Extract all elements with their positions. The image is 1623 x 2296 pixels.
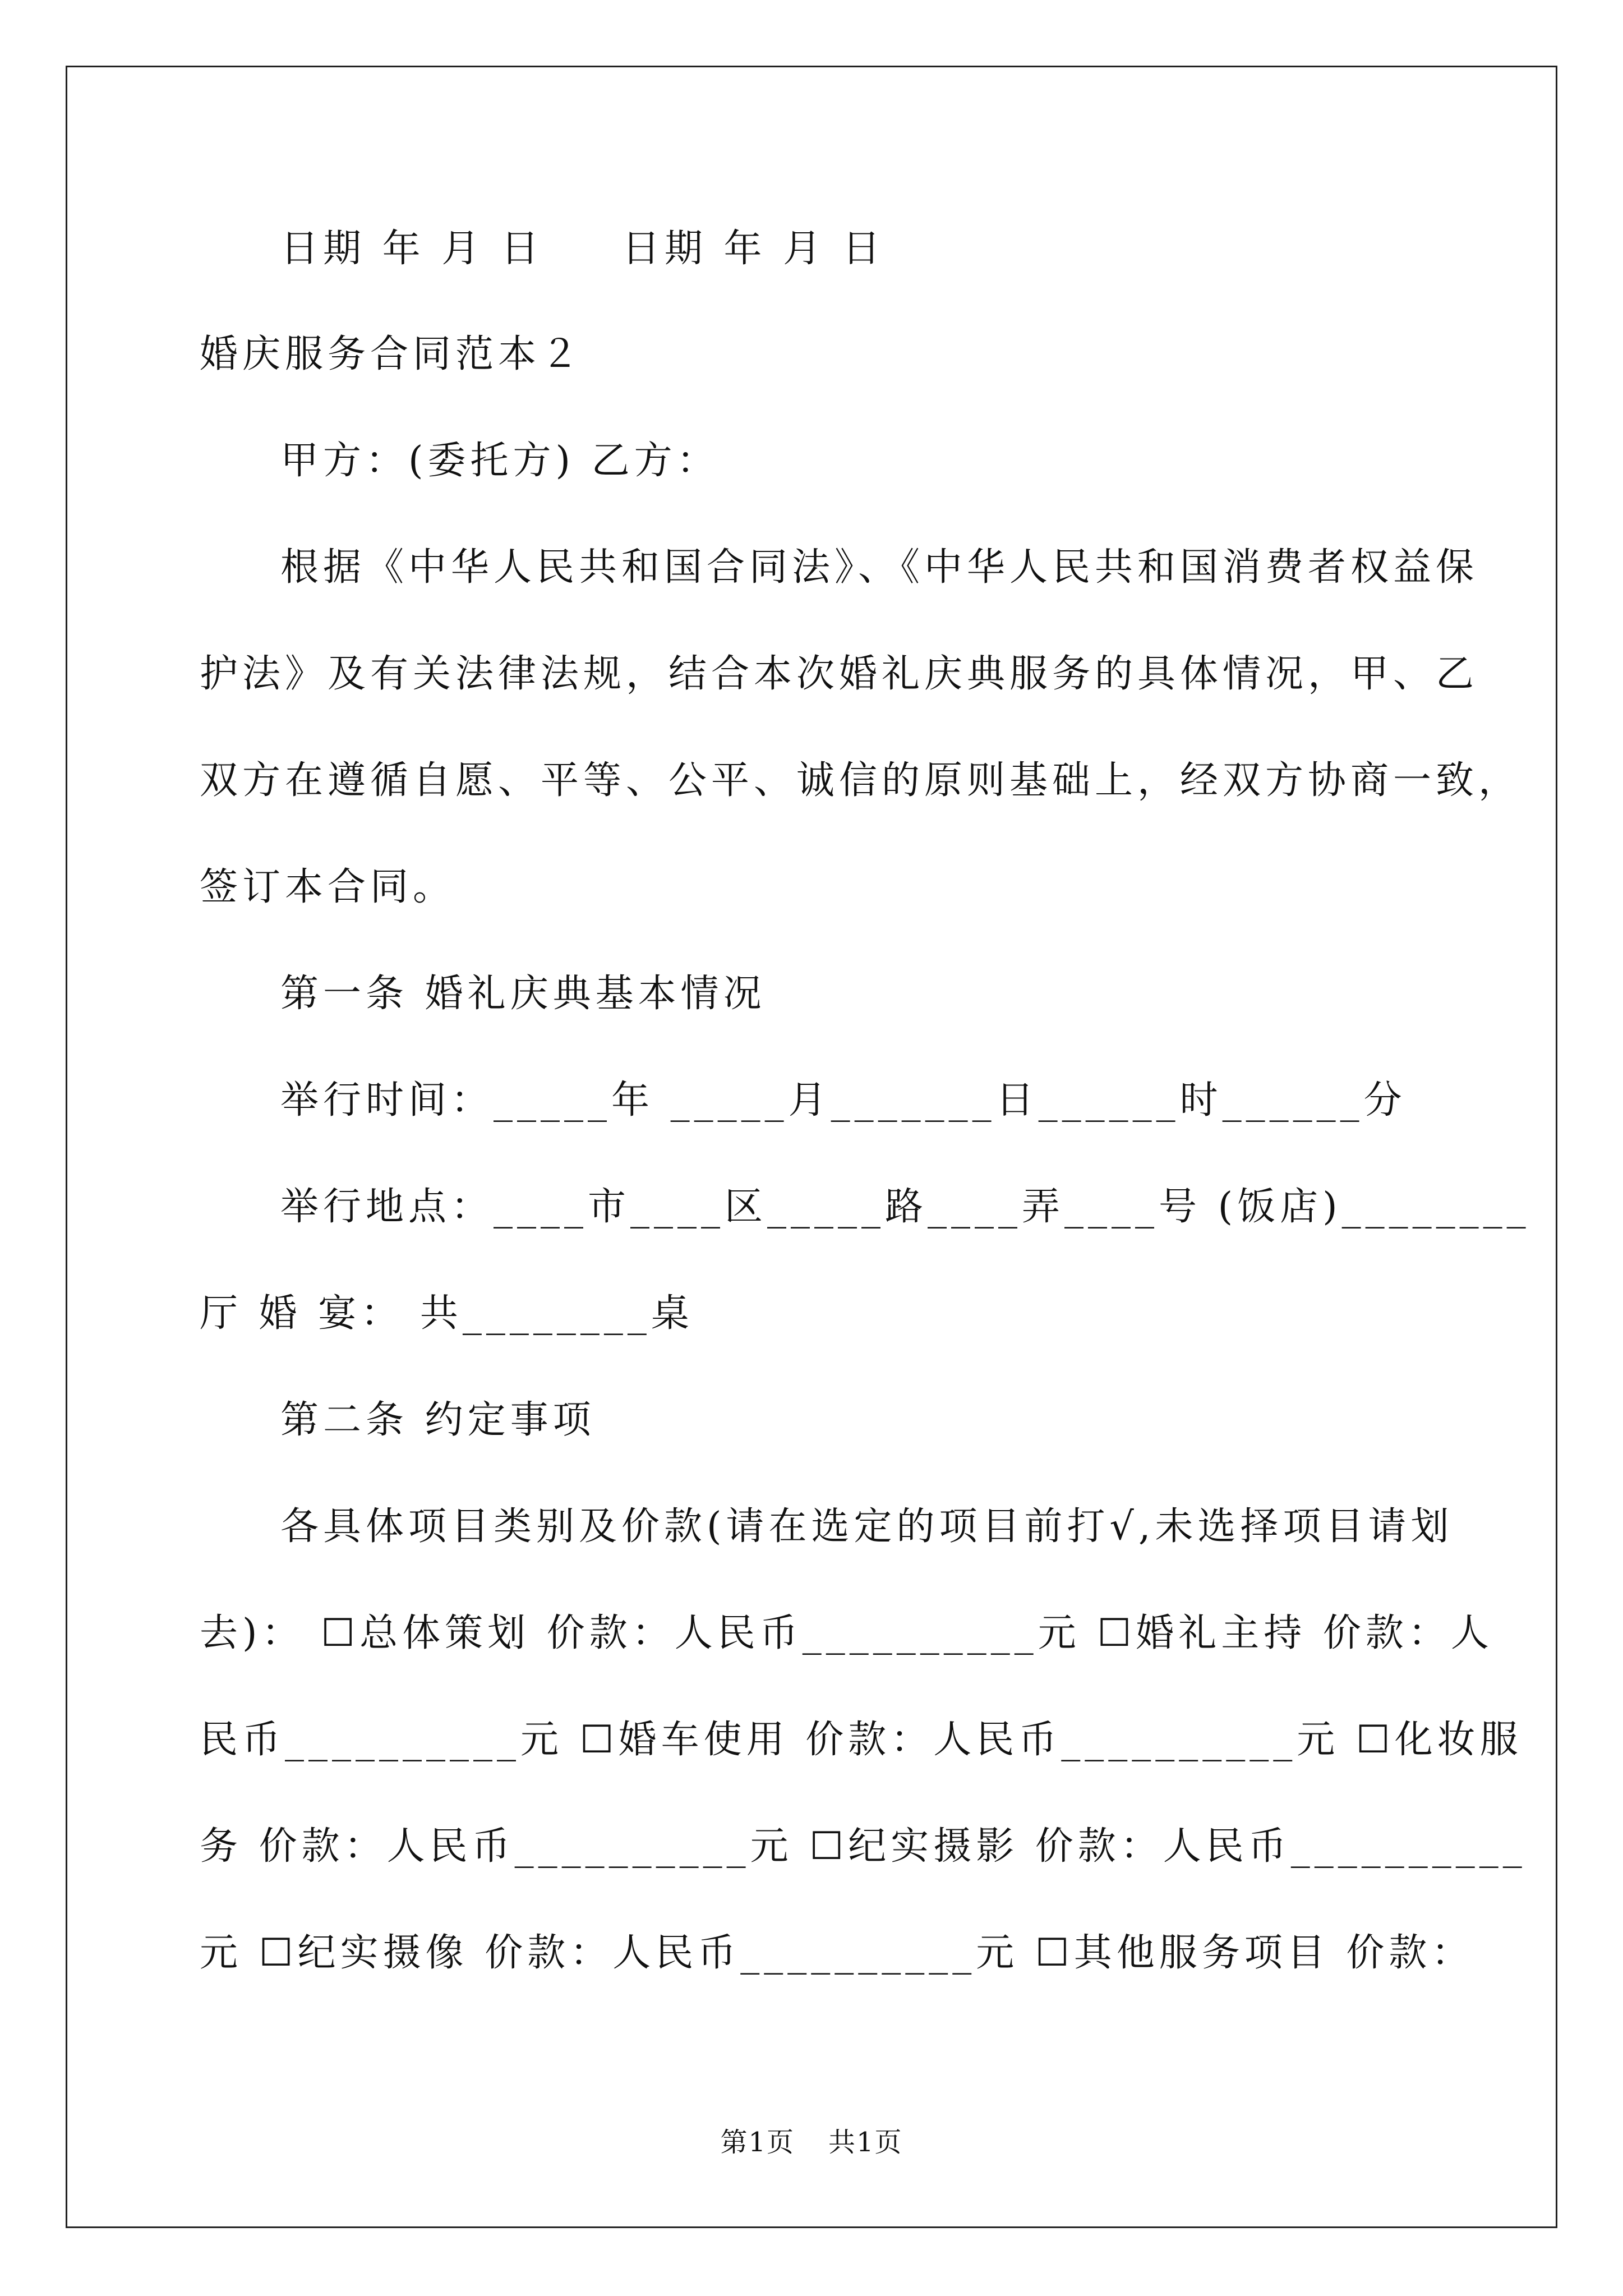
preamble-line-1: 根据《中华人民共和国合同法》、《中华人民共和国消费者权益保: [280, 545, 1479, 590]
signature-date-line: [280, 227, 885, 271]
items-intro-line: 各具体项目类别及价款(请在选定的项目前打√,未选择项目请划: [280, 1504, 1454, 1549]
preamble-line-2: 护法》及有关法律法规，结合本次婚礼庆典服务的具体情况，甲、乙: [200, 652, 1479, 696]
items-line-3: 务 价款：人民币__________元 ☐纪实摄影 价款：人民币__________: [200, 1824, 1527, 1869]
parties-line: 甲方：(委托方) 乙方：: [280, 439, 720, 483]
page-number: 第1页: [720, 2127, 795, 2158]
page-border: [66, 66, 1557, 2228]
contract-title: 婚庆服务合同范本２: [200, 332, 584, 376]
page-footer: [0, 2129, 1623, 2156]
banquet-line: 厅 婚 宴： 共________桌: [200, 1291, 694, 1336]
items-line-1: 去)： ☐总体策划 价款：人民币__________元 ☐婚礼主持 价款：人: [200, 1611, 1493, 1655]
party-b-date: 日期 年 月 日: [621, 227, 885, 271]
ceremony-venue-line: 举行地点：____市____区_____路____弄____号 (饭店)________: [280, 1185, 1530, 1229]
items-line-2: 民币__________元 ☐婚车使用 价款：人民币__________元 ☐化妆服: [200, 1718, 1523, 1762]
ceremony-time-line: 举行时间：_____年 _____月_______日______时______分: [280, 1078, 1407, 1122]
article-1-heading: 第一条 婚礼庆典基本情况: [280, 972, 766, 1016]
page-total: 共1页: [828, 2127, 903, 2158]
items-line-4: 元 ☐纪实摄像 价款：人民币__________元 ☐其他服务项目 价款：: [200, 1931, 1474, 1975]
preamble-line-3: 双方在遵循自愿、平等、公平、诚信的原则基础上，经双方协商一致，: [200, 758, 1521, 803]
preamble-line-4: 签订本合同。: [200, 865, 456, 909]
article-2-heading: 第二条 约定事项: [280, 1398, 596, 1442]
party-a-date: 日期 年 月 日: [280, 227, 543, 271]
